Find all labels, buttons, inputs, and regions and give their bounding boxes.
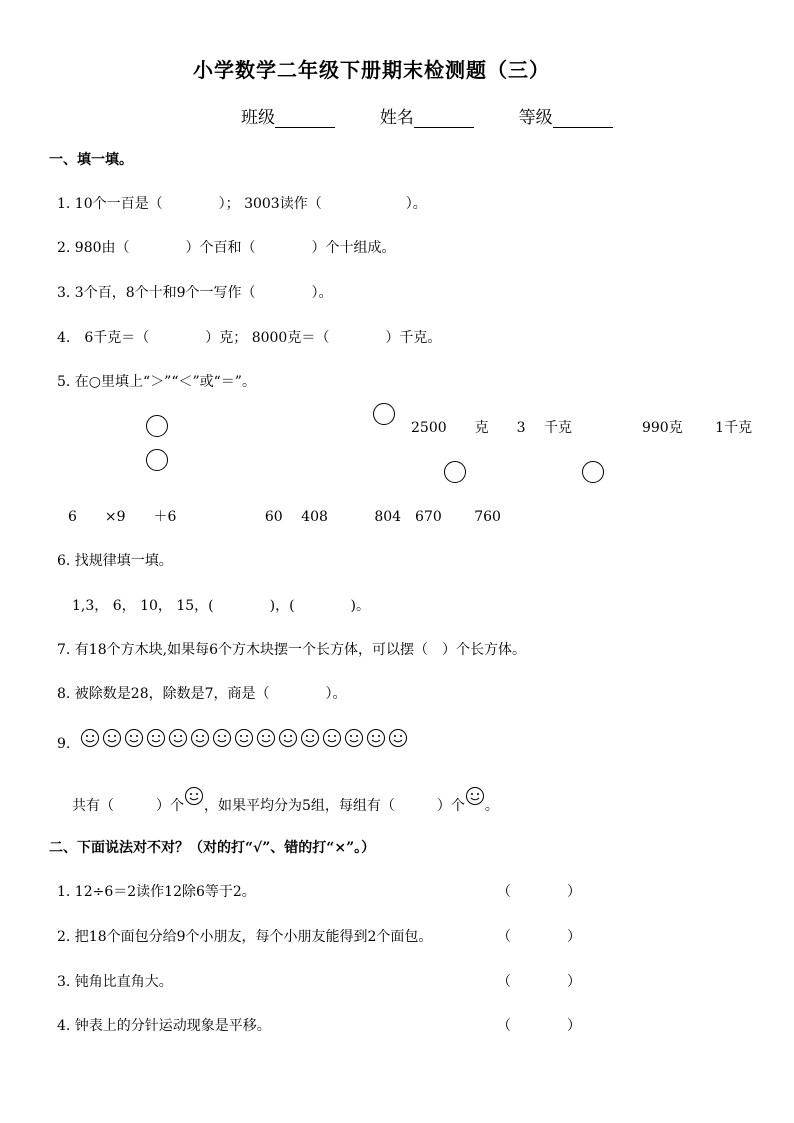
grade-label: 等级	[518, 108, 553, 128]
question-6: 6. 找规律填一填。	[57, 553, 173, 569]
smiley-icon	[366, 728, 386, 748]
question-8: 8. 被除数是28，除数是7，商是（ ）。	[57, 686, 347, 702]
smiley-icon	[344, 728, 364, 748]
name-label: 姓名	[379, 108, 414, 128]
class-blank[interactable]	[275, 109, 335, 128]
compare-circle-2[interactable]	[146, 449, 168, 471]
question-9-text	[72, 786, 499, 815]
question-9-part-1: 共有（ ）个	[72, 798, 184, 814]
question-7: 7. 有18个方木块,如果每6个方木块摆一个长方体，可以摆（ ）个长方体。	[57, 642, 526, 658]
question-5-row-1: 2500 克 3 千克 990克 1千克	[411, 420, 753, 436]
question-3: 3. 3个百，8个十和9个一写作（ ）。	[57, 285, 333, 301]
question-9-part-2: ，如果平均分为5组，每组有（ ）个	[204, 798, 465, 814]
question-1: 1. 10个一百是（ ）； 3003读作（ ）。	[57, 196, 427, 212]
smiley-row	[80, 727, 410, 748]
smiley-icon	[168, 728, 188, 748]
grade-blank[interactable]	[553, 109, 613, 128]
question-5: 5. 在○里填上“＞”“＜”或“＝”。	[57, 374, 256, 390]
judge-answer-1[interactable]: （ ）	[497, 884, 581, 900]
compare-circle-5[interactable]	[582, 461, 604, 483]
question-9-part-3: 。	[484, 798, 499, 814]
judge-item-3: 3. 钝角比直角大。	[57, 974, 173, 990]
judge-item-2: 2. 把18个面包分给9个小朋友，每个小朋友能得到2个面包。	[57, 929, 433, 945]
smiley-icon	[102, 728, 122, 748]
smiley-icon	[212, 728, 232, 748]
student-info-row	[241, 103, 613, 128]
question-6-sequence: 1,3， 6， 10， 15，( )，( )。	[72, 598, 370, 614]
section-1-heading: 一、填一填。	[49, 152, 133, 168]
judge-item-1: 1. 12÷6＝2读作12除6等于2。	[57, 884, 256, 900]
judge-answer-3[interactable]: （ ）	[497, 974, 581, 990]
page-title: 小学数学二年级下册期末检测题（三）	[193, 58, 550, 82]
smiley-icon	[190, 728, 210, 748]
smiley-icon	[388, 728, 408, 748]
question-9-number: 9.	[57, 736, 71, 752]
smiley-icon	[322, 728, 342, 748]
judge-answer-4[interactable]: （ ）	[497, 1018, 581, 1034]
judge-answer-2[interactable]: （ ）	[497, 929, 581, 945]
compare-circle-1[interactable]	[146, 415, 168, 437]
smiley-icon	[278, 728, 298, 748]
name-blank[interactable]	[414, 109, 474, 128]
smiley-icon	[124, 728, 144, 748]
compare-circle-4[interactable]	[444, 461, 466, 483]
smiley-icon	[234, 728, 254, 748]
question-4: 4. 6千克＝（ ）克； 8000克＝（ ）千克。	[57, 330, 442, 346]
question-5-row-2: 6 ×9 ＋6 60 408 804 670 760	[68, 509, 501, 525]
smiley-icon	[256, 728, 276, 748]
question-2: 2. 980由（ ）个百和（ ）个十组成。	[57, 240, 396, 256]
judge-item-4: 4. 钟表上的分针运动现象是平移。	[57, 1018, 271, 1034]
smiley-icon	[465, 786, 485, 806]
smiley-icon	[300, 728, 320, 748]
class-label: 班级	[241, 108, 275, 128]
compare-circle-3[interactable]	[373, 403, 395, 425]
smiley-icon	[80, 728, 100, 748]
smiley-icon	[184, 786, 204, 806]
smiley-icon	[146, 728, 166, 748]
section-2-heading: 二、下面说法对不对？（对的打“√”、错的打“×”。）	[49, 840, 376, 856]
